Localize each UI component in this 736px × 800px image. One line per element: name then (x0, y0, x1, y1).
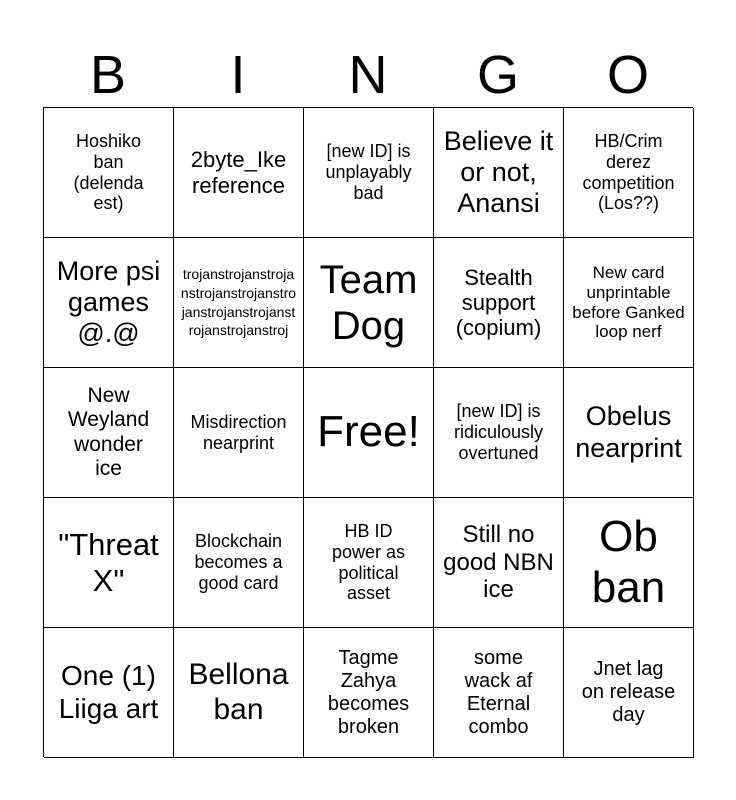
cell-text: some wack af Eternal combo (464, 646, 533, 738)
cell-text: Blockchain becomes a good card (194, 531, 283, 593)
cell-text: Free! (317, 407, 420, 457)
bingo-cell[interactable] (304, 368, 434, 498)
bingo-cell[interactable] (564, 368, 694, 498)
bingo-cell[interactable] (174, 368, 304, 498)
bingo-cell[interactable] (44, 498, 174, 628)
cell-text: HB/Crim derez competition (Los??) (582, 131, 675, 214)
cell-text: Ob ban (591, 511, 666, 612)
bingo-cell[interactable] (564, 628, 694, 758)
bingo-cell[interactable] (564, 108, 694, 238)
header-letter-o: O (606, 45, 649, 105)
bingo-cell[interactable] (434, 368, 564, 498)
bingo-cell[interactable] (304, 628, 434, 758)
bingo-grid (43, 107, 693, 757)
header-letter-n: N (348, 45, 388, 105)
cell-text: One (1) Liiga art (58, 660, 159, 724)
bingo-cell[interactable] (174, 238, 304, 368)
cell-text: Bellona ban (188, 658, 289, 726)
bingo-cell[interactable] (434, 498, 564, 628)
bingo-cell[interactable] (564, 238, 694, 368)
cell-text: New Weyland wonder ice (67, 384, 150, 480)
bingo-cell[interactable] (174, 108, 304, 238)
cell-text: HB ID power as political asset (331, 521, 406, 604)
bingo-cell[interactable] (434, 238, 564, 368)
cell-text: trojanstrojanstrojanstrojanstrojanstrojanstrojanstrojanstrojanstrojanstroj (180, 265, 297, 339)
cell-text: Team Dog (319, 257, 418, 348)
bingo-cell[interactable] (44, 238, 174, 368)
bingo-cell[interactable] (564, 498, 694, 628)
cell-text: Hoshiko ban (delenda est) (73, 131, 144, 214)
cell-text: New card unprintable before Ganked loop nerf (572, 263, 685, 342)
cell-text: Tagme Zahya becomes broken (327, 646, 410, 738)
bingo-header (43, 44, 693, 106)
bingo-cell[interactable] (434, 108, 564, 238)
cell-text: More psi games @.@ (56, 255, 161, 349)
bingo-cell[interactable] (434, 628, 564, 758)
cell-text: [new ID] is unplayably bad (325, 141, 412, 203)
header-letter-g: G (476, 45, 519, 105)
header-letter-i: I (230, 45, 246, 105)
cell-text: Misdirection nearprint (190, 411, 287, 453)
cell-text: "Threat X" (58, 526, 159, 598)
cell-text: Stealth support (copium) (455, 264, 542, 341)
bingo-cell[interactable] (304, 498, 434, 628)
cell-text: 2byte_Ike reference (190, 147, 287, 198)
cell-text: Believe it or not, Anansi (443, 125, 554, 219)
bingo-cell[interactable] (174, 628, 304, 758)
cell-text: Jnet lag on release day (581, 658, 676, 726)
cell-text: Obelus nearprint (575, 401, 682, 463)
bingo-cell[interactable] (44, 108, 174, 238)
bingo-cell[interactable] (304, 108, 434, 238)
cell-text: [new ID] is ridiculously overtuned (453, 401, 544, 463)
bingo-cell[interactable] (304, 238, 434, 368)
bingo-cell[interactable] (174, 498, 304, 628)
bingo-cell[interactable] (44, 368, 174, 498)
bingo-cell[interactable] (44, 628, 174, 758)
header-letter-b: B (89, 45, 127, 105)
cell-text: Still no good NBN ice (443, 521, 554, 604)
